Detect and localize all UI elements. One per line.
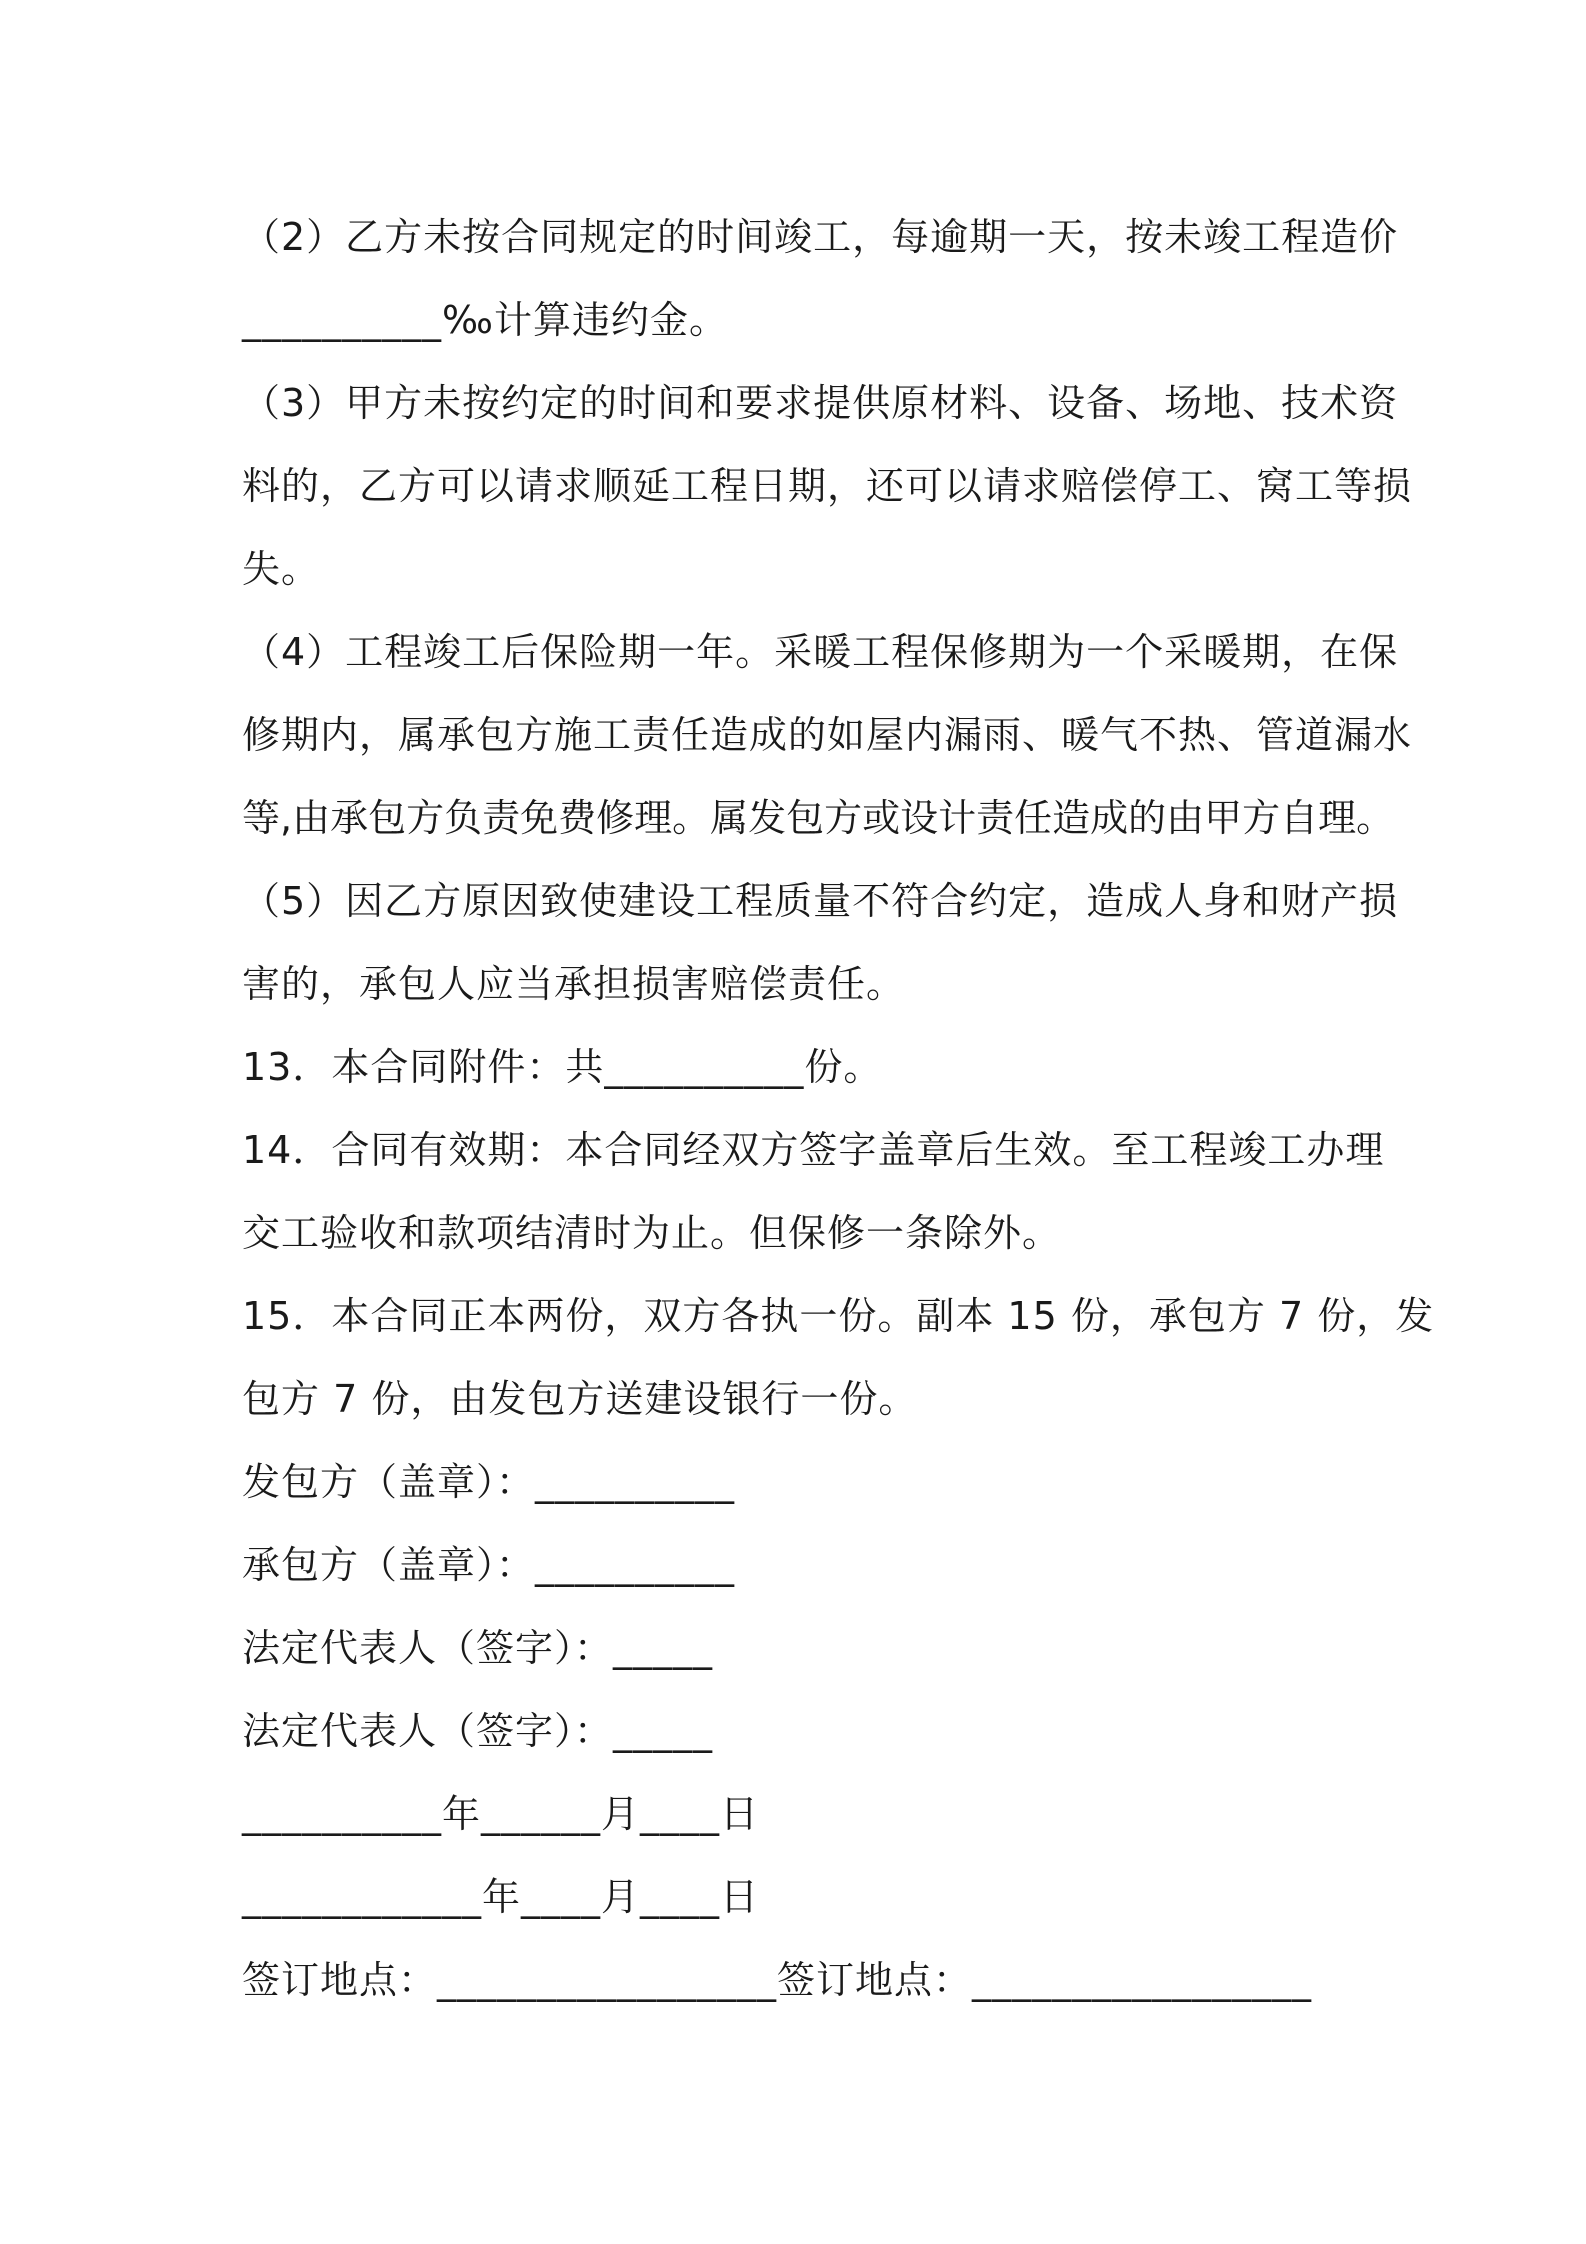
clause-12-4-line-2: 修期内，属承包方施工责任造成的如屋内漏雨、暖气不热、管道漏水 xyxy=(242,713,1413,757)
date-field-1: __________年______月____日 xyxy=(242,1792,760,1836)
clause-12-4-line-1: （4）工程竣工后保险期一年。采暖工程保修期为一个采暖期，在保 xyxy=(242,630,1399,674)
employer-seal-field: 发包方（盖章）：__________ xyxy=(242,1460,736,1504)
signing-location-fields: 签订地点：_________________签订地点：_________________ xyxy=(242,1958,1313,2002)
clause-12-2-line-2: __________‰计算违约金。 xyxy=(242,298,728,342)
legal-rep-signature-field-2: 法定代表人（签字）：_____ xyxy=(242,1709,714,1753)
clause-15-line-2: 包方 7 份，由发包方送建设银行一份。 xyxy=(242,1377,918,1421)
clause-13-line: 13．本合同附件：共__________份。 xyxy=(242,1045,883,1089)
clause-12-4-line-3: 等,由承包方负责免费修理。属发包方或设计责任造成的由甲方自理。 xyxy=(242,796,1395,840)
clause-12-5-line-2: 害的，承包人应当承担损害赔偿责任。 xyxy=(242,962,906,1006)
document-body xyxy=(242,196,1435,2022)
legal-rep-signature-field-1: 法定代表人（签字）：_____ xyxy=(242,1626,714,1670)
clause-12-5-line-1: （5）因乙方原因致使建设工程质量不符合约定，造成人身和财产损 xyxy=(242,879,1399,923)
clause-14-line-2: 交工验收和款项结清时为止。但保修一条除外。 xyxy=(242,1211,1062,1255)
clause-12-2-line-1: （2）乙方未按合同规定的时间竣工，每逾期一天，按未竣工程造价 xyxy=(242,215,1399,259)
contractor-seal-field: 承包方（盖章）：__________ xyxy=(242,1543,736,1587)
clause-12-3-line-3: 失。 xyxy=(242,547,321,591)
clause-12-3-line-2: 料的，乙方可以请求顺延工程日期，还可以请求赔偿停工、窝工等损 xyxy=(242,464,1413,508)
clause-12-3-line-1: （3）甲方未按约定的时间和要求提供原材料、设备、场地、技术资 xyxy=(242,381,1399,425)
clause-15-line-1: 15．本合同正本两份，双方各执一份。副本 15 份，承包方 7 份，发 xyxy=(242,1294,1435,1338)
clause-14-line-1: 14．合同有效期：本合同经双方签字盖章后生效。至工程竣工办理 xyxy=(242,1128,1385,1172)
date-field-2: ____________年____月____日 xyxy=(242,1875,760,1919)
